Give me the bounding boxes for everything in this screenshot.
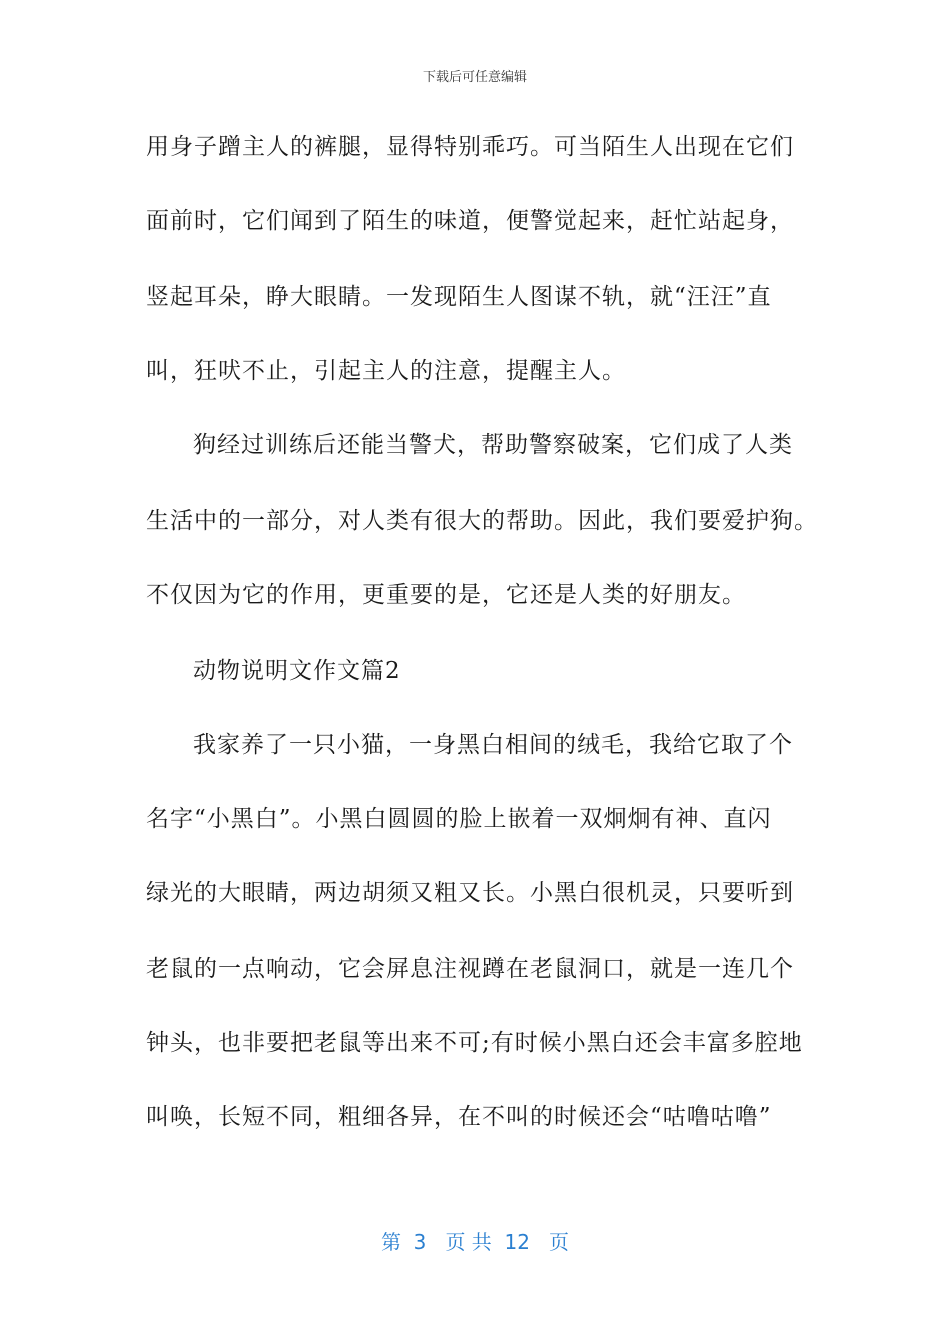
text-line: 叫，狂吠不止，引起主人的注意，提醒主人。 <box>146 358 626 384</box>
text-line: 狗经过训练后还能当警犬，帮助警察破案，它们成了人类 <box>193 432 793 458</box>
text-line: 用身子蹭主人的裤腿，显得特别乖巧。可当陌生人出现在它们 <box>146 134 794 160</box>
text-line: 钟头，也非要把老鼠等出来不可;有时候小黑白还会丰富多腔地 <box>146 1030 803 1056</box>
page-header: 下载后可任意编辑 <box>422 70 527 85</box>
text-line: 名字“小黑白”。小黑白圆圆的脸上嵌着一双炯炯有神、直闪 <box>146 806 772 832</box>
section-heading: 动物说明文作文篇2 <box>193 658 401 684</box>
page-footer: 第 3 页 共 12 页 <box>380 1230 570 1254</box>
text-line: 绿光的大眼睛，两边胡须又粗又长。小黑白很机灵，只要听到 <box>146 880 794 906</box>
text-line: 面前时，它们闻到了陌生的味道，便警觉起来，赶忙站起身， <box>146 208 794 234</box>
text-line: 叫唤，长短不同，粗细各异，在不叫的时候还会“咕噜咕噜” <box>146 1104 772 1130</box>
text-line: 不仅因为它的作用，更重要的是，它还是人类的好朋友。 <box>146 582 746 608</box>
text-line: 我家养了一只小猫，一身黑白相间的绒毛，我给它取了个 <box>193 732 793 758</box>
text-line: 老鼠的一点响动，它会屏息注视蹲在老鼠洞口，就是一连几个 <box>146 956 794 982</box>
text-line: 生活中的一部分，对人类有很大的帮助。因此，我们要爱护狗。 <box>146 508 818 534</box>
text-line: 竖起耳朵，睁大眼睛。一发现陌生人图谋不轨，就“汪汪”直 <box>146 284 772 310</box>
